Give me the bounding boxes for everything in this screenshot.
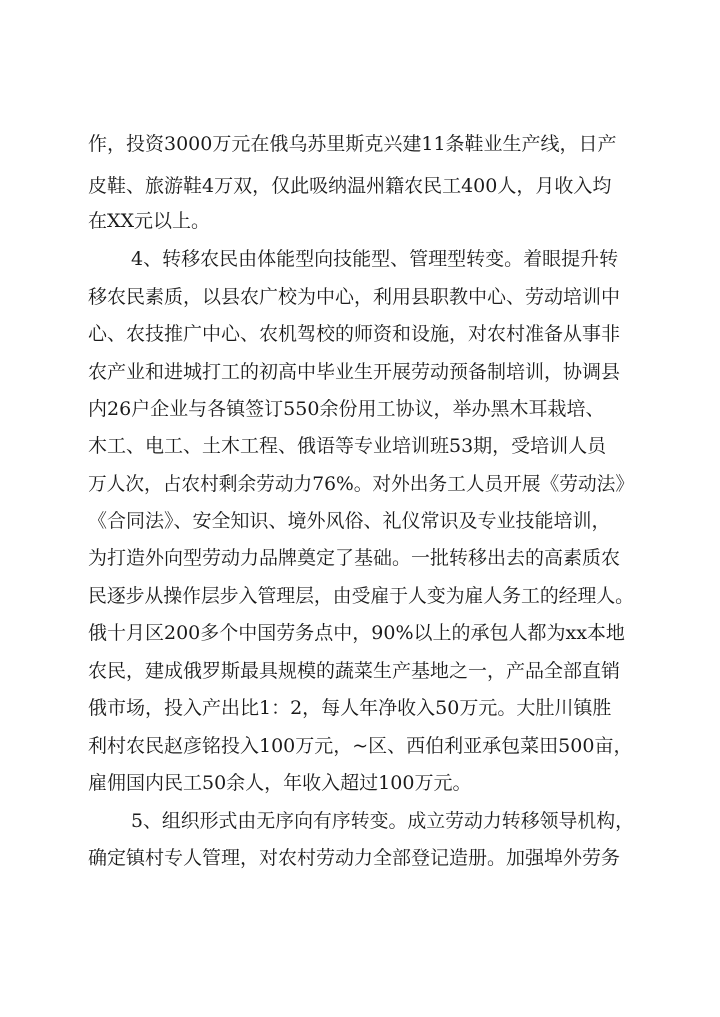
document-page: 作，投资3000万元在俄乌苏里斯克兴建11条鞋业生产线，日产 皮鞋、旅游鞋4万双，仅此吸纳温州籍农民工400人，月收入均 在XX元以上。 4、转移农民由体能型向技能型、管理型转变。着眼提升转 移农民素质，以县农广校为中心，利用县职教中心、劳动培训中 心、农技推广中心、农机驾校的师资和设施，对农村准备从事非 农产业和进城打工的初高中毕业生开展劳动预备制培训，协调县 内26户企业与各镇签订550余份用工协议，举办黑木耳栽培、 木工、电工、土木工程、俄语等专业培训班53期，受培训人员 万人次，占农村剩余劳动力76%。对外出务工人员开展《劳动法》 《合同法》、安全知识、境外风俗、礼仪常识及专业技能培训， 为打造外向型劳动力品牌奠定了基础。一批转移出去的高素质农 民逐步从操作层步入管理层，由受雇于人变为雇人务工的经理人。 俄十月区200多个中国劳务点中，90%以上的承包人都为xx本地 农民，建成俄罗斯最具规模的蔬菜生产基地之一，产品全部直销 俄市场，投入产出比1：2，每人年净收入50万元。大肚川镇胜 利村农民赵彦铭投入100万元，~区、西伯利亚承包菜田500亩， 雇佣国内民工50余人，年收入超过100万元。 5、组织形式由无序向有序转变。成立劳动力转移领导机构， 确定镇村专人管理，对农村劳动力全部登记造册。加强埠外劳务 [88,133,634,869]
